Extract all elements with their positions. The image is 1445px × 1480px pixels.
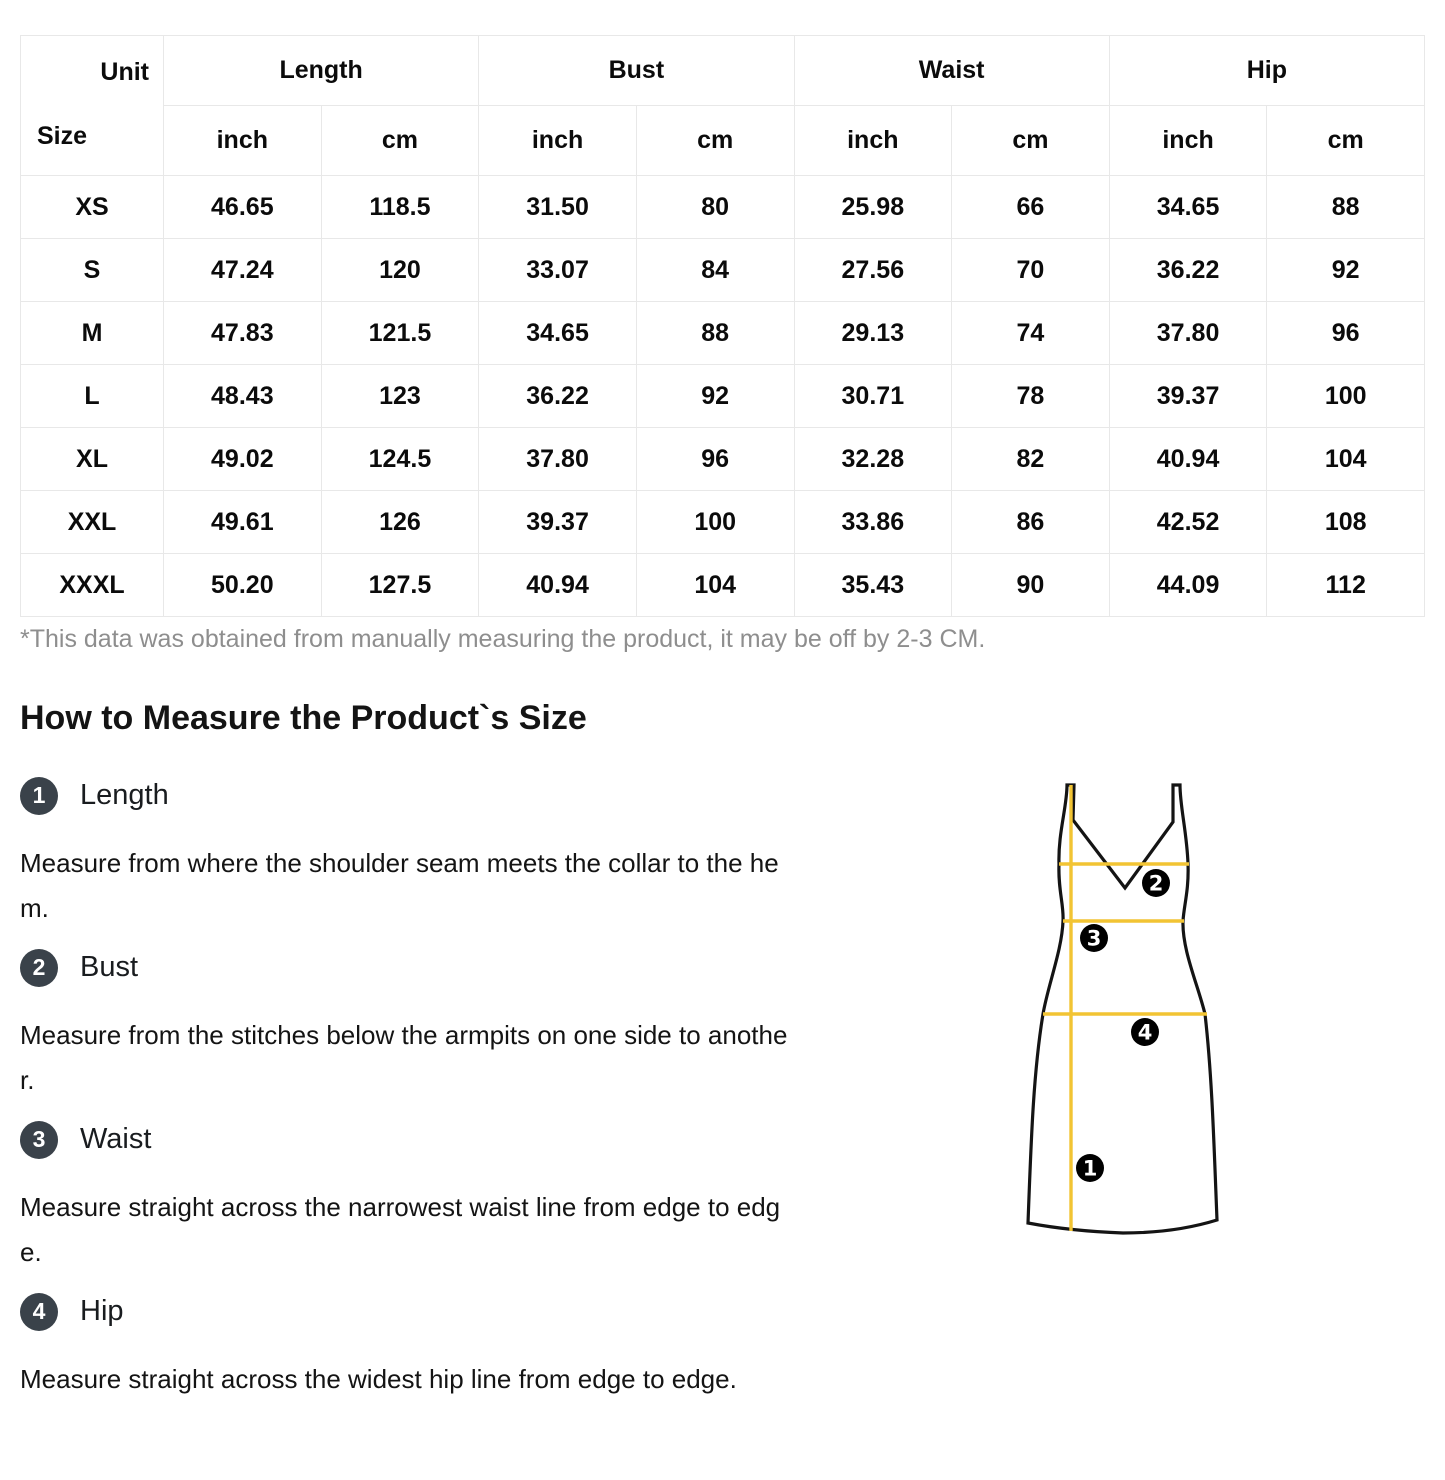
table-row [21,365,1425,428]
size-label: S [21,239,164,302]
measurement-disclaimer: *This data was obtained from manually measuring the product, it may be off by 2-3 CM. [20,625,986,653]
table-row [21,554,1425,617]
dress-illustration [990,775,1320,1255]
instruction-bust [20,949,802,987]
size-value-cell: 29.13 [794,302,952,365]
size-value-cell: 39.37 [1109,365,1267,428]
unit-header: cm [636,106,794,176]
step-4-badge: 4 [20,1293,58,1331]
size-value-cell: 92 [636,365,794,428]
size-value-cell: 92 [1267,239,1425,302]
size-value-cell: 108 [1267,491,1425,554]
svg-text:1: 1 [1082,1156,1098,1181]
table-row [21,302,1425,365]
size-value-cell: 100 [1267,365,1425,428]
size-value-cell: 47.24 [164,239,322,302]
unit-header: cm [1267,106,1425,176]
size-value-cell: 66 [952,176,1110,239]
size-value-cell: 36.22 [1109,239,1267,302]
size-value-cell: 126 [321,491,479,554]
size-value-cell: 123 [321,365,479,428]
size-label: XXL [21,491,164,554]
instruction-label: Waist [80,1123,152,1156]
size-table-body [21,176,1425,617]
unit-header: inch [1109,106,1267,176]
size-value-cell: 27.56 [794,239,952,302]
size-value-cell: 120 [321,239,479,302]
instruction-description: Measure straight across the narrowest waist line from edge to edge. [20,1191,781,1267]
unit-header: inch [164,106,322,176]
size-value-cell: 44.09 [1109,554,1267,617]
step-2-badge: 2 [20,949,58,987]
size-value-cell: 34.65 [1109,176,1267,239]
instruction-label: Length [80,779,169,812]
svg-text:4: 4 [1137,1020,1153,1045]
step-1-badge: 1 [20,777,58,815]
instruction-label: Bust [80,951,139,984]
size-label: XS [21,176,164,239]
size-value-cell: 88 [1267,176,1425,239]
unit-header: cm [952,106,1110,176]
unit-header-row [21,106,1425,176]
size-value-cell: 96 [1267,302,1425,365]
size-value-cell: 46.65 [164,176,322,239]
size-value-cell: 25.98 [794,176,952,239]
svg-text:2: 2 [1148,871,1164,896]
size-value-cell: 78 [952,365,1110,428]
step-3-badge: 3 [20,1121,58,1159]
table-row [21,428,1425,491]
size-value-cell: 33.07 [479,239,637,302]
size-value-cell: 124.5 [321,428,479,491]
size-label: M [21,302,164,365]
size-value-cell: 70 [952,239,1110,302]
size-value-cell: 33.86 [794,491,952,554]
marker-3 [1080,924,1108,952]
size-value-cell: 37.80 [479,428,637,491]
marker-4 [1131,1018,1159,1046]
svg-text:3: 3 [1086,926,1102,951]
size-value-cell: 35.43 [794,554,952,617]
instruction-length [20,777,802,815]
table-row [21,176,1425,239]
size-value-cell: 84 [636,239,794,302]
size-value-cell: 50.20 [164,554,322,617]
size-value-cell: 31.50 [479,176,637,239]
unit-size-corner-cell [21,36,164,176]
instruction-description: Measure straight across the widest hip line from edge to edge. [20,1363,737,1394]
how-to-measure-title: How to Measure the Product`s Size [20,699,587,737]
size-value-cell: 100 [636,491,794,554]
size-label: L [21,365,164,428]
size-label: XL [21,428,164,491]
size-value-cell: 48.43 [164,365,322,428]
instruction-label: Hip [80,1295,124,1328]
corner-unit-label: Unit [100,58,149,86]
measure-instructions [20,777,802,1402]
size-value-cell: 80 [636,176,794,239]
size-value-cell: 32.28 [794,428,952,491]
instruction-waist [20,1121,802,1159]
column-group-bust: Bust [479,36,794,106]
size-value-cell: 34.65 [479,302,637,365]
size-value-cell: 47.83 [164,302,322,365]
size-value-cell: 118.5 [321,176,479,239]
unit-header: inch [794,106,952,176]
size-value-cell: 121.5 [321,302,479,365]
corner-size-label: Size [37,122,88,150]
size-value-cell: 36.22 [479,365,637,428]
instruction-description: Measure from where the shoulder seam meets the collar to the hem. [20,847,779,923]
size-value-cell: 88 [636,302,794,365]
size-value-cell: 82 [952,428,1110,491]
column-group-length: Length [164,36,479,106]
marker-2 [1142,869,1170,897]
column-group-hip: Hip [1109,36,1424,106]
size-value-cell: 49.61 [164,491,322,554]
table-row [21,491,1425,554]
size-value-cell: 96 [636,428,794,491]
size-value-cell: 39.37 [479,491,637,554]
table-row [21,239,1425,302]
instruction-hip [20,1293,802,1331]
size-value-cell: 127.5 [321,554,479,617]
size-value-cell: 112 [1267,554,1425,617]
dress-outline [1028,785,1217,1233]
column-group-waist: Waist [794,36,1109,106]
size-label: XXXL [21,554,164,617]
size-value-cell: 104 [1267,428,1425,491]
size-value-cell: 49.02 [164,428,322,491]
size-value-cell: 90 [952,554,1110,617]
size-value-cell: 104 [636,554,794,617]
group-header-row [21,36,1425,106]
size-value-cell: 40.94 [1109,428,1267,491]
size-chart-table [20,35,1425,617]
instruction-description: Measure from the stitches below the armpits on one side to another. [20,1019,788,1095]
unit-header: inch [479,106,637,176]
size-value-cell: 86 [952,491,1110,554]
size-value-cell: 74 [952,302,1110,365]
size-value-cell: 40.94 [479,554,637,617]
dress-measurement-diagram [990,775,1320,1255]
unit-header: cm [321,106,479,176]
marker-1 [1076,1154,1104,1182]
size-value-cell: 37.80 [1109,302,1267,365]
size-value-cell: 30.71 [794,365,952,428]
size-value-cell: 42.52 [1109,491,1267,554]
